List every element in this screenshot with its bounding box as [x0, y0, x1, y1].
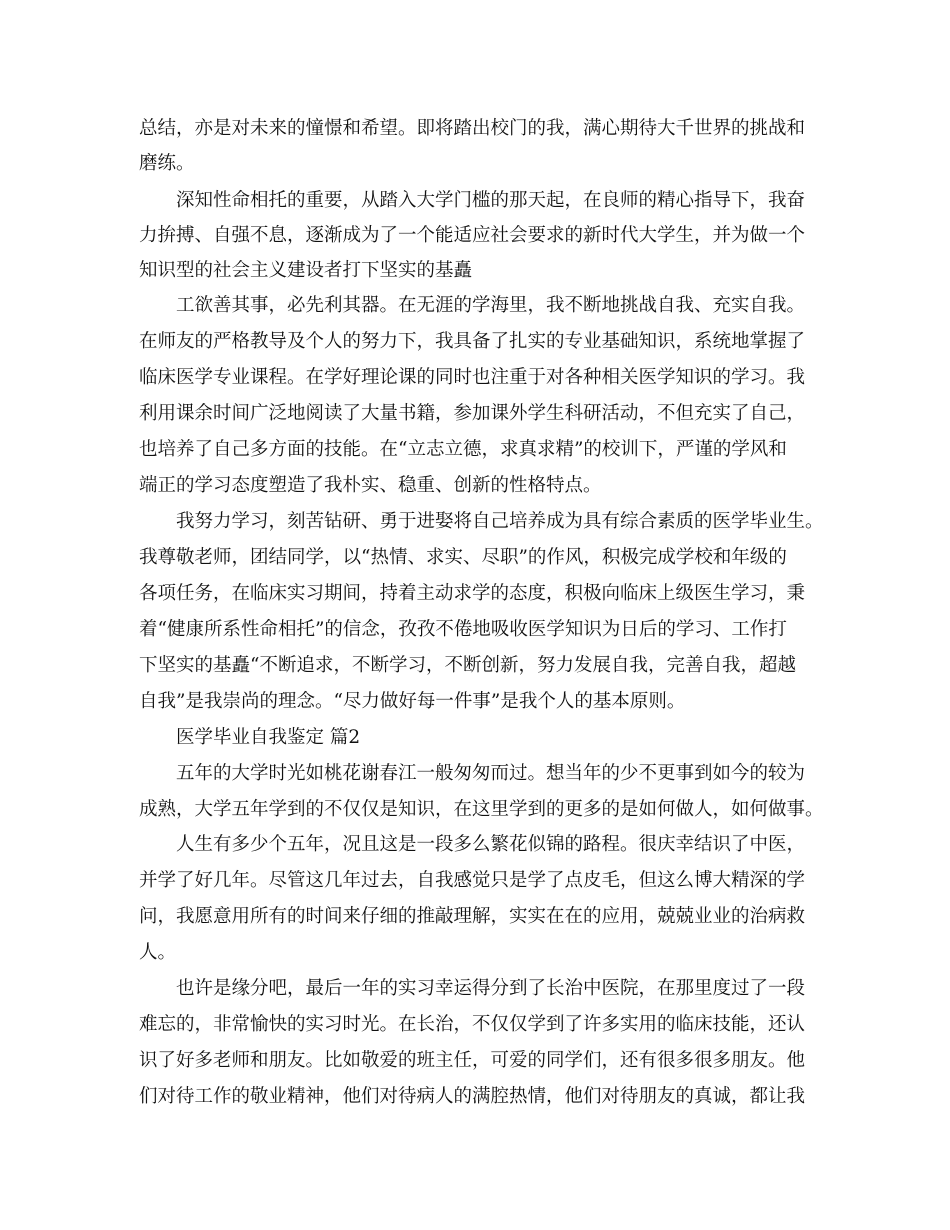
text-line: 深知性命相托的重要，从踏入大学门槛的那天起，在良师的精心指导下，我奋	[176, 190, 806, 211]
text-line: 难忘的，非常愉快的实习时光。在长治，不仅仅学到了许多实用的临床技能，还认	[139, 1014, 806, 1035]
text-line: 并学了好几年。尽管这几年过去，自我感觉只是学了点皮毛，但这么博大精深的学	[139, 870, 806, 891]
text-line: 我努力学习，刻苦钻研、勇于进娶将自己培养成为具有综合素质的医学毕业生。	[176, 511, 824, 532]
text-line: 着“健康所系性命相托”的信念，孜孜不倦地吸收医学知识为日后的学习、工作打	[139, 619, 787, 640]
text-line: 识了好多老师和朋友。比如敬爱的班主任，可爱的同学们，还有很多很多朋友。他	[139, 1050, 806, 1071]
text-line: 五年的大学时光如桃花谢春江一般匆匆而过。想当年的少不更事到如今的较为	[176, 763, 806, 784]
text-line: 成熟，大学五年学到的不仅仅是知识，在这里学到的更多的是如何做人，如何做事。	[139, 799, 824, 820]
text-line: 利用课余时间广泛地阅读了大量书籍，参加课外学生科研活动，不但充实了自己，	[139, 403, 806, 424]
text-line: 人生有多少个五年，况且这是一段多么繁花似锦的路程。很庆幸结识了中医，	[176, 834, 806, 855]
text-line: 力拚搏、自强不息，逐渐成为了一个能适应社会要求的新时代大学生，并为做一个	[139, 225, 806, 246]
text-line: 总结，亦是对未来的憧憬和希望。即将踏出校门的我，满心期待大千世界的挑战和	[139, 118, 806, 139]
text-line: 端正的学习态度塑造了我朴实、稳重、创新的性格特点。	[139, 475, 602, 496]
text-line: 人。	[139, 942, 177, 963]
text-line: 也培养了自己多方面的技能。在“立志立德，求真求精”的校训下，严谨的学风和	[139, 439, 787, 460]
section-heading: 医学毕业自我鉴定 篇2	[176, 727, 361, 748]
text-line: 也许是缘分吧，最后一年的实习幸运得分到了长治中医院，在那里度过了一段	[176, 978, 806, 999]
text-line: 知识型的社会主义建设者打下坚实的基矗	[139, 260, 473, 281]
text-line: 我尊敬老师，团结同学，以“热情、求实、尽职”的作风，积极完成学校和年级的	[139, 547, 787, 568]
text-line: 在师友的严格教导及个人的努力下，我具备了扎实的专业基础知识，系统地掌握了	[139, 331, 806, 352]
text-line: 下坚实的基矗“不断追求，不断学习，不断创新，努力发展自我，完善自我，超越	[139, 655, 796, 676]
text-line: 各项任务，在临床实习期间，持着主动求学的态度，积极向临床上级医生学习，秉	[139, 583, 806, 604]
text-line: 临床医学专业课程。在学好理论课的同时也注重于对各种相关医学知识的学习。我	[139, 367, 806, 388]
text-line: 问，我愿意用所有的时间来仔细的推敲理解，实实在在的应用，兢兢业业的治病救	[139, 906, 806, 927]
text-line: 工欲善其事，必先利其器。在无涯的学海里，我不断地挑战自我、充实自我。	[176, 295, 806, 316]
text-line: 磨练。	[139, 153, 195, 174]
text-line: 们对待工作的敬业精神，他们对待病人的满腔热情，他们对待朋友的真诚，都让我	[139, 1086, 806, 1107]
text-line: 自我”是我崇尚的理念。“尽力做好每一件事”是我个人的基本原则。	[139, 691, 686, 712]
